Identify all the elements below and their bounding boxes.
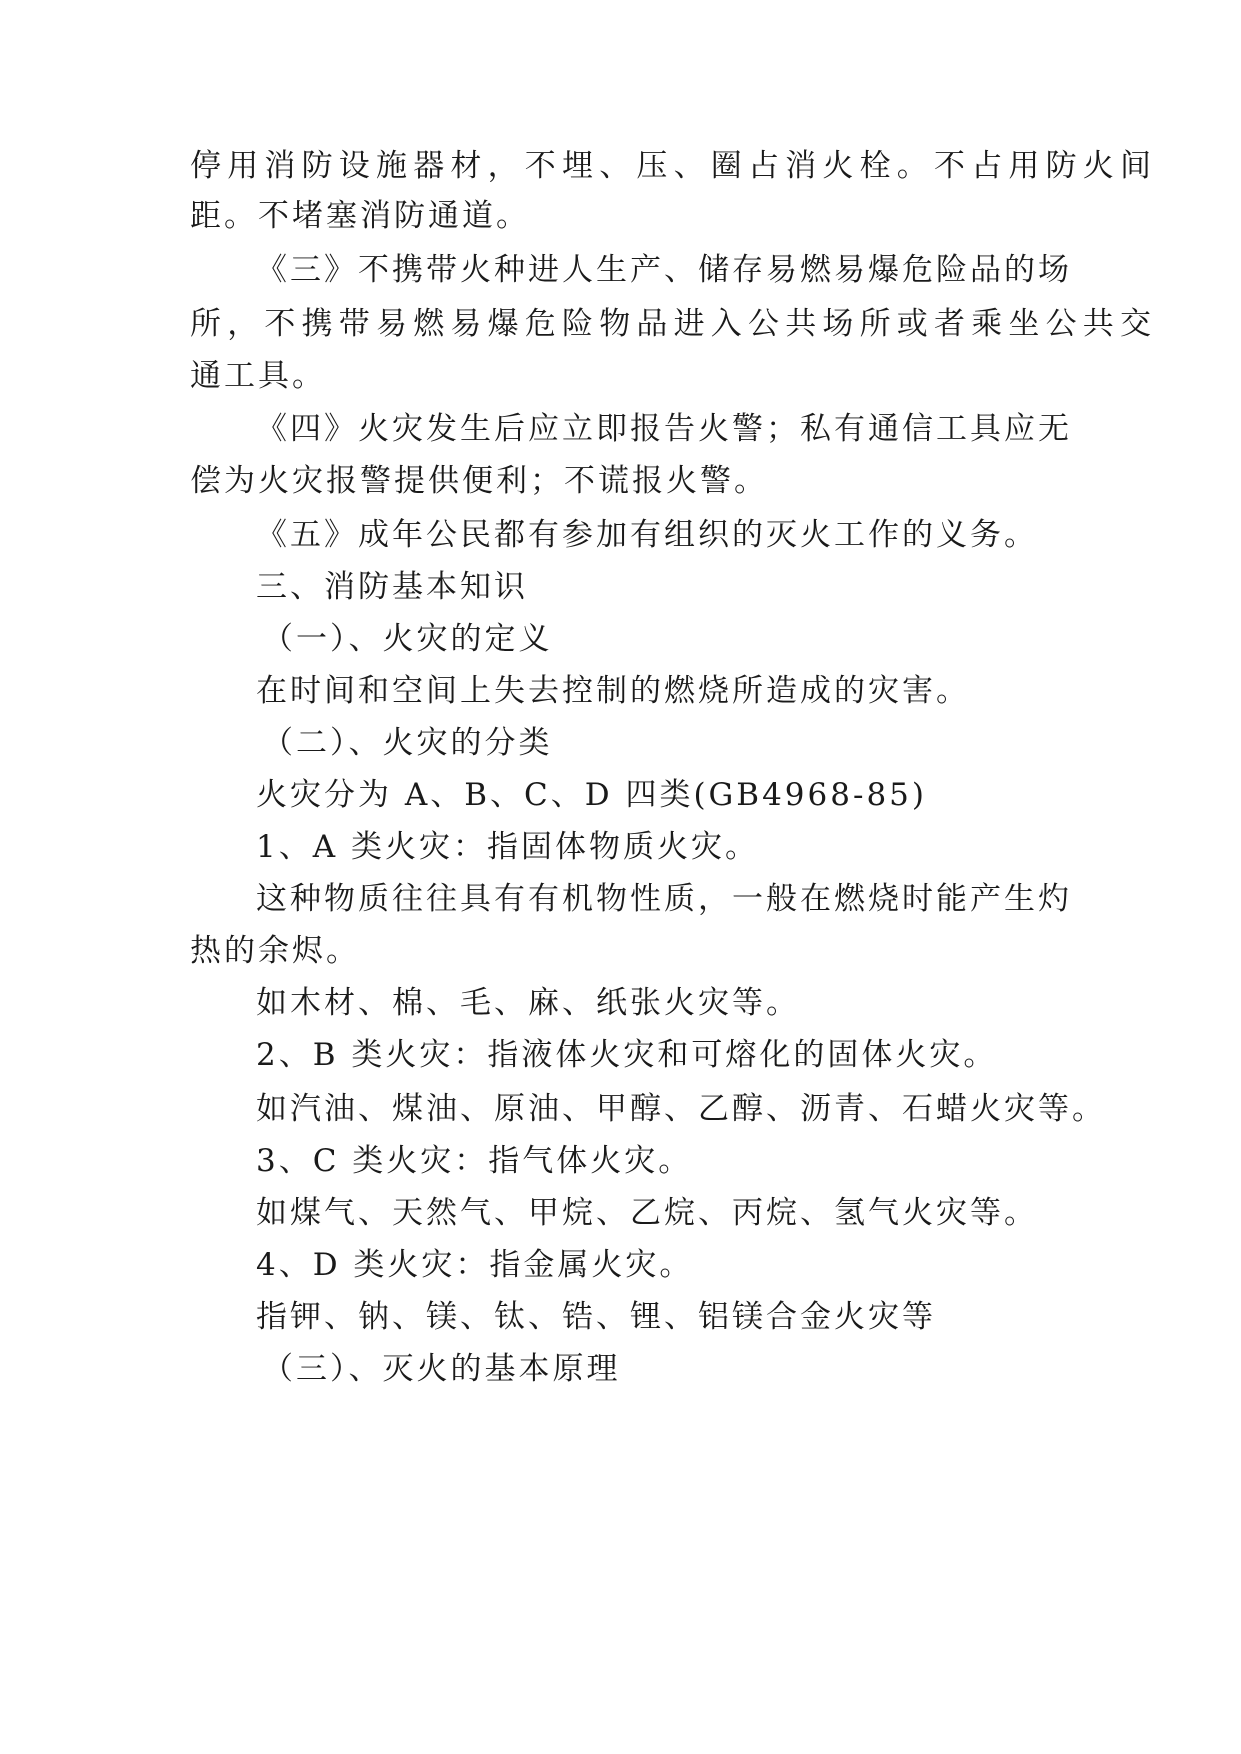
list-item: 4、D 类火灾：指金属火灾。 — [256, 1247, 694, 1283]
paragraph-line: 如汽油、煤油、原油、甲醇、乙醇、沥青、石蜡火灾等。 — [256, 1091, 1106, 1127]
section-heading: 三、消防基本知识 — [256, 569, 528, 605]
paragraph-line: 所，不携带易燃易爆危险物品进入公共场所或者乘坐公共交 — [190, 306, 1158, 342]
paragraph-line: 《五》成年公民都有参加有组织的灭火工作的义务。 — [256, 517, 1038, 553]
paragraph-line: 《三》不携带火种进人生产、储存易燃易爆危险品的场 — [256, 252, 1072, 288]
paragraph-line: 停用消防设施器材，不埋、压、圈占消火栓。不占用防火间 — [190, 148, 1158, 184]
paragraph-line: 热的余烬。 — [190, 933, 360, 969]
paragraph-line: 如煤气、天然气、甲烷、乙烷、丙烷、氢气火灾等。 — [256, 1195, 1038, 1231]
paragraph-line: 在时间和空间上失去控制的燃烧所造成的灾害。 — [256, 673, 970, 709]
list-item: 2、B 类火灾：指液体火灾和可熔化的固体火灾。 — [256, 1037, 998, 1073]
list-item: 1、A 类火灾：指固体物质火灾。 — [256, 829, 759, 865]
paragraph-line: 这种物质往往具有有机物性质，一般在燃烧时能产生灼 — [256, 881, 1072, 917]
paragraph-line: 火灾分为 A、B、C、D 四类(GB4968-85) — [256, 777, 927, 813]
subsection-heading: （二）、火灾的分类 — [262, 725, 553, 761]
subsection-heading: （三）、灭火的基本原理 — [262, 1351, 621, 1387]
paragraph-line: 偿为火灾报警提供便利；不谎报火警。 — [190, 463, 768, 499]
paragraph-line: 指钾、钠、镁、钛、锆、锂、铝镁合金火灾等 — [256, 1299, 936, 1335]
paragraph-line: 通工具。 — [190, 358, 326, 394]
paragraph-line: 距。不堵塞消防通道。 — [190, 198, 530, 234]
list-item: 3、C 类火灾：指气体火灾。 — [256, 1143, 693, 1179]
paragraph-line: 如木材、棉、毛、麻、纸张火灾等。 — [256, 985, 800, 1021]
subsection-heading: （一）、火灾的定义 — [262, 621, 553, 657]
paragraph-line: 《四》火灾发生后应立即报告火警；私有通信工具应无 — [256, 411, 1072, 447]
